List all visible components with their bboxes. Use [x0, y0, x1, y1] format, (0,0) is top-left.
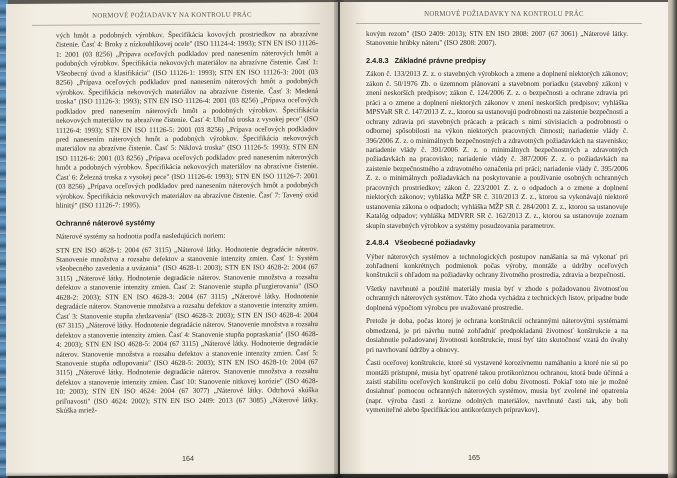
right-paragraph-1: kovým rezom" (ISO 2409: 2013); STN EN ISO 2808: 2007 (67 3061) „Náterové látky. Stanovenie hrúbky náteru" (ISO 2808: 2007). — [366, 30, 628, 48]
section-heading-2-4-8-4 — [366, 238, 628, 247]
left-text-column — [56, 30, 318, 420]
bottom-shadow — [0, 472, 677, 478]
right-paragraph-3: Výber náterových systémov a technologických postupov nanášania sa má vykonať pri zohľadnení konkrétnych podmienok počas výroby, montáže a údržby oceľových konštrukcií s ohľadom na požiadavky ochrany životného prostredia, zdravia a bezpečnosti. — [366, 252, 628, 280]
book-edge-right — [668, 0, 677, 478]
right-paragraph-6: Časti oceľovej konštrukcie, ktoré sú vystavené korozívnemu namáhaniu a ktoré nie sú po montáži prístupné, musia byť opatrené takou protikoróznou ochranou, ktorá bude účinná a zaistí stabilitu oceľových konštrukcií po celú dobu životnosti. Pokiaľ toto nie je možné dosiahnuť pomocou ochranných náterových systémov, musia byť zvolené iné opatrenia (napr. výroba častí z korózne odolných materiálov, navrhnuté časti tak, aby boli vymeniteľné alebo špecifikáciou antikoróznych prípravkov). — [366, 359, 628, 415]
left-paragraph-3: STN EN ISO 4628-1: 2004 (67 3115) „Náterové látky. Hodnotenie degradácie náterov. Stanovenie množstva a rozsahu defektov a stanovenie intenzity zmien. Časť 1: Systém všeobecného zavedenia a uvázania" (ISO 4628-1: 2003); STN EN ISO 4628-2: 2004 (67 3115) „Náterové látky. Hodnotenie degradácie náterov. Stanovenie množstva a rozsahu defektov a stanovenie intenzity zmien. Časť 2: Stanovenie stupňa pľuzgierovania" (ISO 4628-2: 2003); STN EN ISO 4628-3: 2004 (67 3115) „Náterové látky. Hodnotenie degradácie náterov. Stanovenie množstva a rozsahu defektov a stanovenie intenzity zmien. Časť 3: Stanovenie stupňa zhrdzavenia" (ISO 4628-3: 2003); STN EN ISO 4628-4: 2004 (67 3115) „Náterové látky. Hodnotenie degradácie náterov. Stanovenie množstva a rozsahu defektov a stanovenie intenzity zmien. Časť 4: Stanovenie stupňa popraskania" (ISO 4628-4: 2003); STN EN ISO 4628-5: 2004 (67 3115) „Náterové látky. Hodnotenie degradácie náterov. Stanovenie množstva a rozsahu defektov a stanovenie intenzity zmien. Časť 5: Stanovenie stupňa odlupovania" (ISO 4628-5: 2003); STN EN ISO 4628-10: 2004 (67 3115) „Náterové látky. Hodnotenie degradácie náterov. Stanovenie množstva a rozsahu defektov a stanovenie intenzity zmien. Časť 10: Stanovenie nitkovej korózie" (ISO 4628-10: 2003); STN EN ISO 4624: 2004 (67 3077) „Náterové látky. Odtrhová skúška priľnavosti" (ISO 4624: 2002); STN EN ISO 2409: 2013 (67 3085) „Náterové látky. Skúška mriež- — [56, 244, 318, 415]
heading-number: 2.4.8.4 — [366, 238, 389, 248]
right-text-column — [366, 30, 628, 420]
heading-title: Základné právne predpisy — [394, 55, 486, 65]
heading-number: 2.4.8.3 — [366, 55, 389, 65]
section-heading-ochranne-naterove-systemy — [56, 217, 318, 228]
running-head-right: NORMOVÉ POŽIADAVKY NA KONTROLU PRÁC — [424, 11, 584, 18]
right-paragraph-4: Všetky navrhnuté a použité materiály musia byť v zhode s požadovanou životnosťou ochranných náterových systémov. Táto zhoda vychádza z technických listov, prípadne bude doplnená výpočtom výrobcu pre uvažované prostredie. — [366, 284, 628, 312]
left-page — [6, 2, 338, 476]
right-paragraph-2: Zákon č. 133/2013 Z. z. o stavebných výrobkoch a zmene a doplnení niektorých zákonov; zákon č. 50/1976 Zb. o územnom plánovaní a stavebnom poriadku (stavebný zákon) v znení neskorších predpisov; zákon č. 124/2006 Z. z. o bezpečnosti a ochrane zdravia pri práci a o zmene a doplnení niektorých zákonov v znení neskorších predpisov; vyhláška MPSVaR SR č. 147/2013 Z. z., ktorou sa ustanovujú podrobnosti na zaistenie bezpečnosti a ochrany zdravia pri stavebných prácach a prácach s nimi súvisiacich a podrobnosti o odbornej spôsobilosti na výkon niektorých pracovných činností; nariadenie vlády č. 396/2006 Z. z. o minimálnych bezpečnostných a zdravotných požiadavkách na stavenisko; nariadenie vlády č. 391/2006 Z. z. o minimálnych bezpečnostných a zdravotných požiadavkách na pracovisko; nariadenie vlády č. 387/2006 Z. z. o požiadavkách na zaistenie bezpečnostného a zdravotného označenia pri práci; nariadenie vlády č. 395/2006 Z. z. o minimálnych požiadavkách na poskytovanie a používanie osobných ochranných pracovných prostriedkov; zákon č. 223/2001 Z. z. o odpadoch a o zmene a doplnení niektorých zákonov; vyhláška MŽP SR č. 310/2013 Z. z., ktorou sa vykonávajú niektoré ustanovenia zákona o odpadoch; vyhláška MŽP SR č. 284/2001 Z. z., ktorou sa ustanovuje Katalóg odpadov; vyhláška MDVRR SR č. 162/2013 Z. z., ktorou sa ustanovuje zoznam skupín stavebných výrobkov a systémy posudzovania parametrov. — [366, 70, 628, 230]
section-heading-2-4-8-3 — [366, 56, 628, 65]
heading-title: Všeobecné požiadavky — [394, 238, 476, 248]
left-paragraph-2: Náterové systémy sa hodnotia podľa nasledujúcich noriem: — [56, 231, 226, 241]
left-paragraph-1: vých hmôt a podobných výrobkov. Špecifikácia kovových prostriedkov na abrazívne čistenie. Časť 4: Broky z nízkouhlíkovej ocele" (ISO 11124-4: 1993); STN EN ISO 11126-1: 2001 (03 8256) „Prípava oceľových podkladov pred nanesením náterových hmôt a podobných výrobkov. Špecifikácia nekovových materiálov na abrazívne čistenie. Časť 1: Všeobecný úvod a klasifikácia" (ISO 11126-1: 1993); STN EN ISO 11126-3: 2001 (03 8256) „Prípava oceľových podkladov pred nanesením náterových hmôt a podobných výrobkov. Špecifikácia nekovových materiálov na abrazívne čistenie. Časť 3: Medená troska" (ISO 11126-3: 1993); STN EN ISO 11126-4: 2001 (03 8256) „Prípava oceľových podkladov pred nanesením náterových hmôt a podobných výrobkov. Špecifikácia nekovových materiálov na abrazívne čistenie. Časť 4: Uhoľná troska z vysokej pece" (ISO 11126-4: 1993); STN EN ISO 11126-5: 2001 (03 8256) „Prípava oceľových podkladov pred nanesením náterových hmôt a podobných výrobkov. Špecifikácia nekovových materiálov na abrazívne čistenie. Časť 5: Niklová troska" (ISO 11126-5: 1993); STN EN ISO 11126-6: 2001 (03 8256) „Prípava oceľových podkladov pred nanesením náterových hmôt a podobných výrobkov. Špecifikácia nekovových materiálov na abrazívne čistenie. Časť 6: Železná troska z vysokej pece" (ISO 11126-6: 1993); STN EN ISO 11126-7: 2001 (03 8256) „Prípava oceľových podkladov pred nanesením náterových hmôt a podobných výrobkov. Špecifikácia nekovových materiálov na abrazívne čistenie. Časť 7: Tavený oxid hlinitý" (ISO 11126-7: 1995). — [56, 30, 318, 210]
running-head-left: NORMOVÉ POŽIADAVKY NA KONTROLU PRÁC — [92, 11, 252, 20]
right-page — [340, 2, 668, 474]
page-number-right: 165 — [468, 453, 480, 462]
page-number-left: 164 — [182, 453, 194, 463]
header-rule-left — [32, 23, 320, 26]
heading-title: Ochranné náterové systémy — [56, 217, 155, 228]
header-rule-right — [356, 23, 642, 24]
right-paragraph-5: Pretože je doba, počas ktorej je ochrana konštrukcií ochrannými náterovými systémami obmedzená, je pri návrhu nutné zohľadniť predpokladanú životnosť konštrukcie a na dosiahnutie požadovanej životnosti konštrukcie, musí byť táto skutočnosť vzatá do úvahy pri navrhovaní údržby a obnovy. — [366, 317, 628, 354]
